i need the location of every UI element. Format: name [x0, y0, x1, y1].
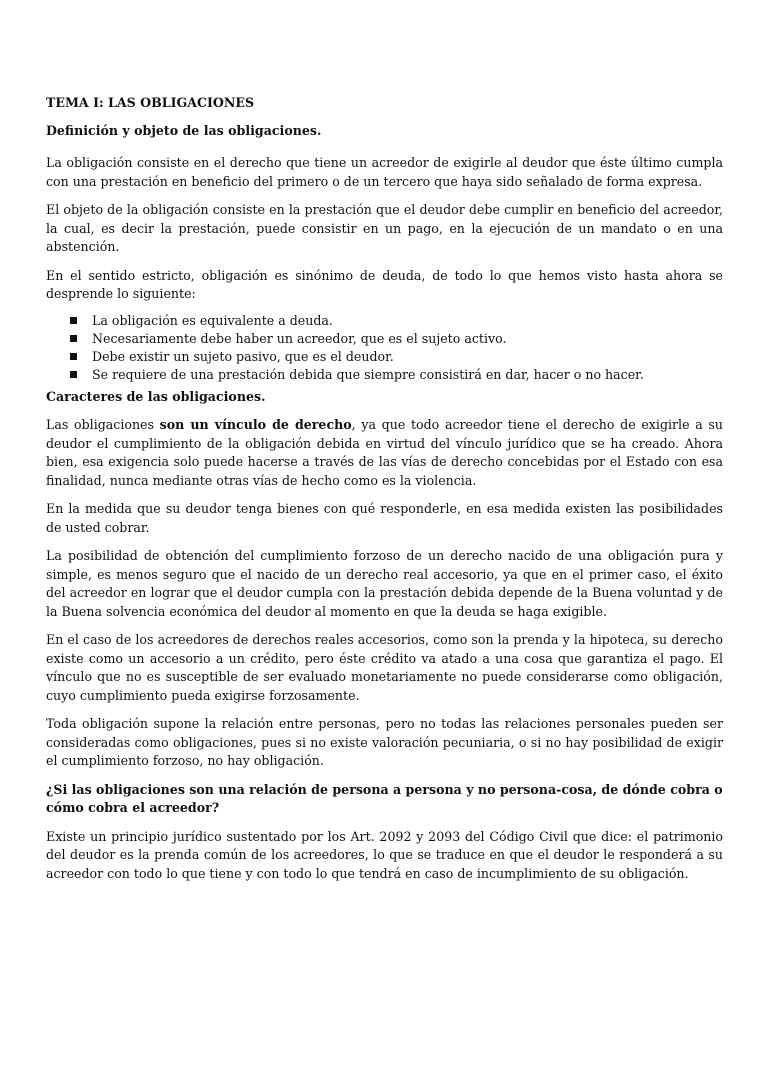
paragraph: Toda obligación supone la relación entre personas, pero no todas las relaciones personales pueden ser consideradas como obligaciones, pues si no existe valoración pecuniaria, o si no hay posibilidad de exigir el cumplimiento forzoso, no hay obligación. [46, 716, 723, 768]
document-title: TEMA I: LAS OBLIGACIONES [46, 95, 255, 110]
document-page [46, 94, 723, 893]
paragraph: En el caso de los acreedores de derechos reales accesorios, como son la prenda y la hipoteca, su derecho existe como un accesorio a un crédito, pero éste crédito va atado a una cosa que garantiza el pago. El vínculo que no es susceptible de ser evaluado monetariamente no puede considerarse como obligación, cuyo cumplimiento pueda exigirse forzosamente. [46, 632, 723, 703]
paragraph [46, 416, 723, 490]
list-item-text: Necesariamente debe haber un acreedor, que es el sujeto activo. [92, 330, 507, 346]
list-item-text: Debe existir un sujeto pasivo, que es el deudor. [92, 348, 394, 364]
square-bullet-icon [70, 335, 77, 342]
list-item [70, 348, 723, 366]
list-item-text: La obligación es equivalente a deuda. [92, 312, 333, 328]
list-item-text: Se requiere de una prestación debida que siempre consistirá en dar, hacer o no hacer. [92, 366, 644, 382]
paragraph-text: Las obligaciones [46, 417, 160, 432]
list-item [70, 312, 723, 330]
section-heading-definicion: Definición y objeto de las obligaciones. [46, 122, 322, 138]
bullet-list [46, 312, 723, 384]
list-item [70, 330, 723, 348]
paragraph: El objeto de la obligación consiste en la prestación que el deudor debe cumplir en beneficio del acreedor, la cual, es decir la prestación, puede consistir en un pago, en la ejecución de un mandato o en una abstención. [46, 202, 723, 254]
list-item [70, 366, 723, 384]
paragraph-text: , ya que todo acreedor tiene el derecho de exigirle a su deudor el cumplimiento de la obligación debida en virtud del vínculo jurídico que se ha creado. Ahora bien, esa exigencia solo puede hacerse a través de las vías de derecho concebidas por el Estado con esa finalidad, nunca mediante otras vías de hecho como es la violencia. [46, 417, 723, 488]
paragraph: La obligación consiste en el derecho que tiene un acreedor de exigirle al deudor que éste último cumpla con una prestación en beneficio del primero o de un tercero que haya sido señalado de forma expresa. [46, 155, 723, 189]
paragraph: La posibilidad de obtención del cumplimiento forzoso de un derecho nacido de una obligación pura y simple, es menos seguro que el nacido de un derecho real accesorio, ya que en el primer caso, el éxito del acreedor en lograr que el deudor cumpla con la prestación debida depende de la Buena voluntad y de la Buena solvencia económica del deudor al momento en que la deuda se haga exigible. [46, 548, 723, 619]
square-bullet-icon [70, 353, 77, 360]
square-bullet-icon [70, 317, 77, 324]
square-bullet-icon [70, 371, 77, 378]
paragraph: En el sentido estricto, obligación es sinónimo de deuda, de todo lo que hemos visto hasta ahora se desprende lo siguiente: [46, 267, 723, 301]
section-heading-question: ¿Si las obligaciones son una relación de persona a persona y no persona-cosa, de dónde cobra o cómo cobra el acreedor? [46, 781, 723, 815]
paragraph: En la medida que su deudor tenga bienes con qué responderle, en esa medida existen las posibilidades de usted cobrar. [46, 501, 723, 535]
section-heading-caracteres: Caracteres de las obligaciones. [46, 388, 266, 404]
paragraph: Existe un principio jurídico sustentado por los Art. 2092 y 2093 del Código Civil que dice: el patrimonio del deudor es la prenda común de los acreedores, lo que se traduce en que el deudor le responderá a su acreedor con todo lo que tiene y con todo lo que tendrá en caso de incumplimiento de su obligación. [46, 828, 723, 881]
emphasis-text: son un vínculo de derecho [159, 417, 352, 432]
